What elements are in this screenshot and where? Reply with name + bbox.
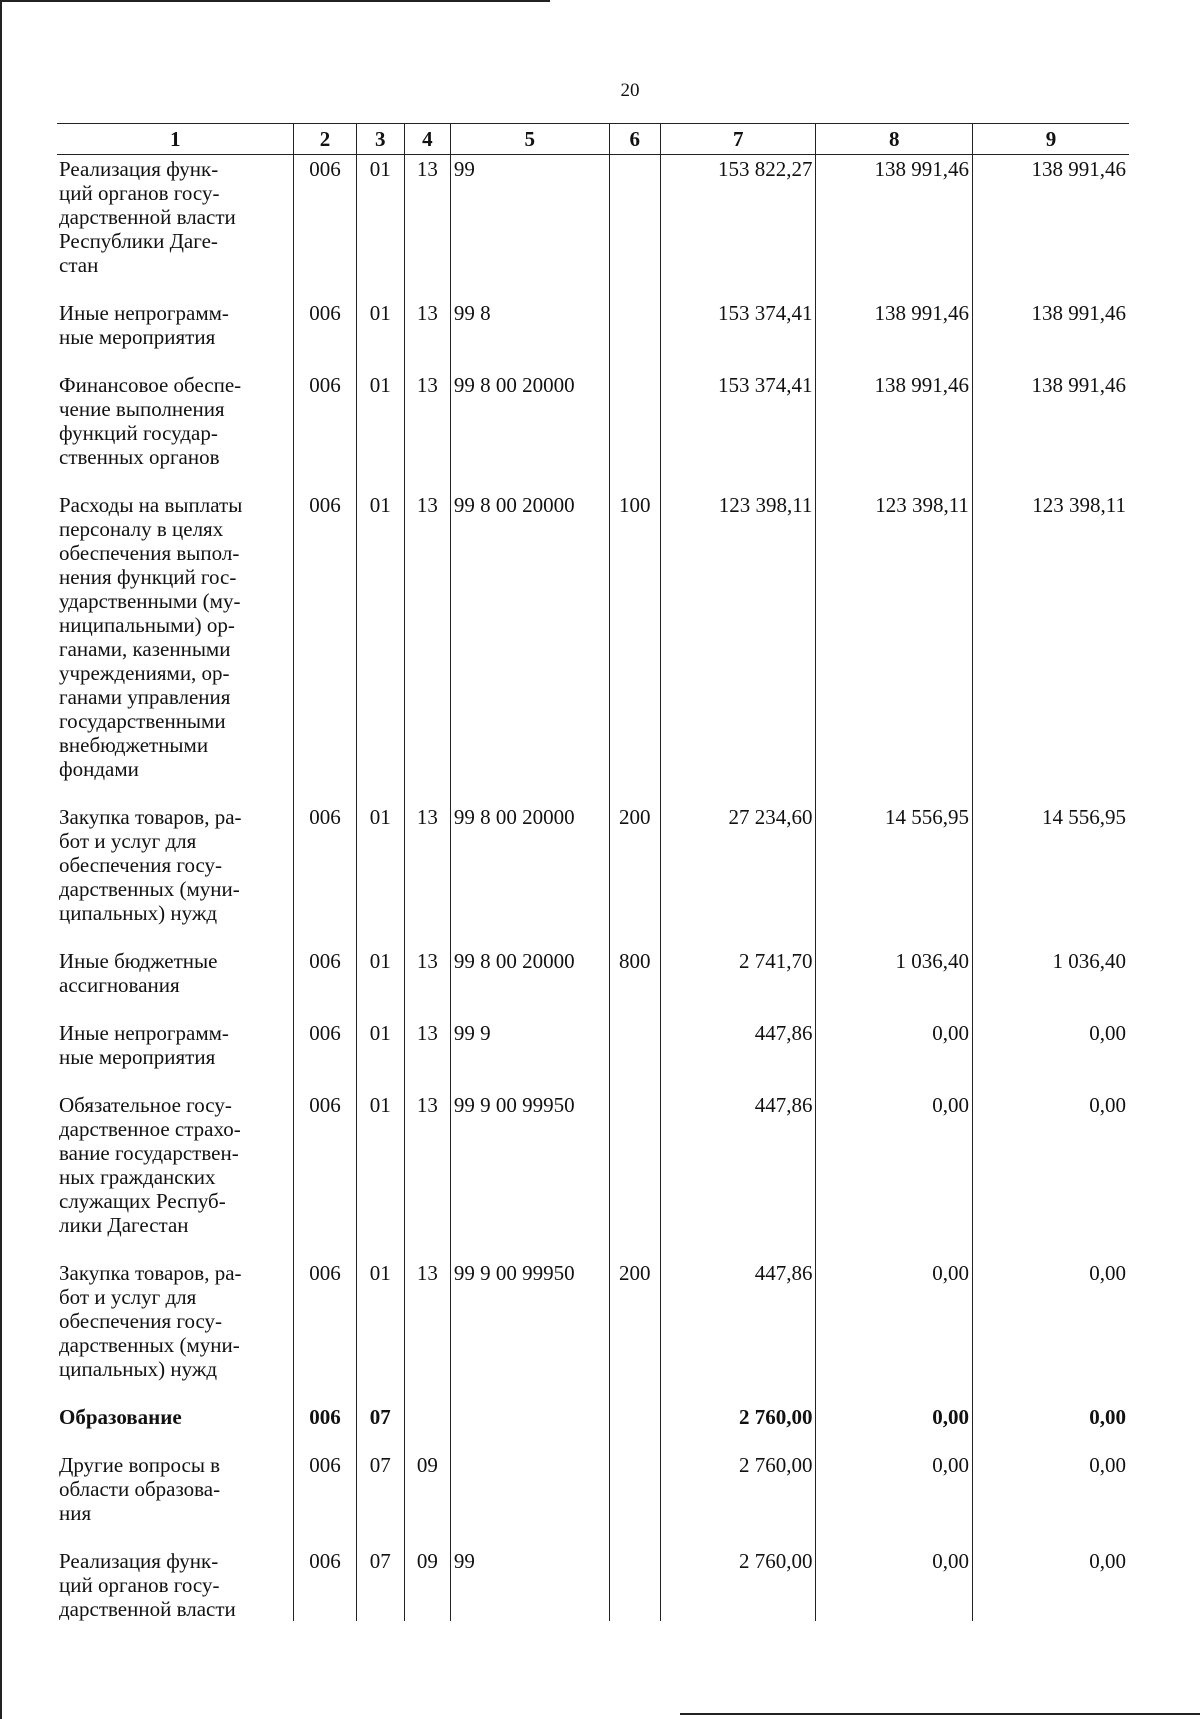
grbs-code: 006 [294, 155, 356, 300]
item-name: Закупка товаров, ра- бот и услуг для обеспечения госу- дарственных (муни- ципальных) нужд [57, 1259, 294, 1403]
amount-col-8: 0,00 [816, 1091, 973, 1259]
item-name: Финансовое обеспе- чение выполнения функций государ- ственных органов [57, 371, 294, 491]
table-row [57, 155, 1129, 300]
target-article-code: 99 8 00 20000 [450, 491, 609, 803]
table-row [57, 1451, 1129, 1547]
amount-col-7: 447,86 [661, 1091, 816, 1259]
expense-type-code [609, 1019, 660, 1091]
item-name: Иные бюджетные ассигнования [57, 947, 294, 1019]
top-edge-rule [0, 0, 550, 2]
subsection-code: 13 [404, 803, 450, 947]
subsection-code: 13 [404, 299, 450, 371]
amount-col-7: 153 374,41 [661, 371, 816, 491]
amount-col-9: 0,00 [972, 1451, 1129, 1547]
amount-col-8: 138 991,46 [816, 155, 973, 300]
budget-table [57, 123, 1129, 1621]
amount-col-7: 447,86 [661, 1259, 816, 1403]
header-col-9: 9 [972, 124, 1129, 155]
amount-col-8: 14 556,95 [816, 803, 973, 947]
grbs-code: 006 [294, 1259, 356, 1403]
expense-type-code: 800 [609, 947, 660, 1019]
header-col-4: 4 [404, 124, 450, 155]
table-row [57, 371, 1129, 491]
table-row [57, 299, 1129, 371]
target-article-code: 99 8 00 20000 [450, 371, 609, 491]
item-name: Иные непрограмм- ные мероприятия [57, 299, 294, 371]
header-col-2: 2 [294, 124, 356, 155]
amount-col-8: 138 991,46 [816, 299, 973, 371]
amount-col-7: 153 822,27 [661, 155, 816, 300]
amount-col-8: 0,00 [816, 1547, 973, 1621]
section-code: 01 [356, 1019, 404, 1091]
amount-col-7: 153 374,41 [661, 299, 816, 371]
expense-type-code [609, 1451, 660, 1547]
subsection-code: 13 [404, 1091, 450, 1259]
section-code: 01 [356, 947, 404, 1019]
grbs-code: 006 [294, 1451, 356, 1547]
expense-type-code: 200 [609, 1259, 660, 1403]
page-number: 20 [620, 80, 640, 101]
target-article-code [450, 1451, 609, 1547]
amount-col-9: 0,00 [972, 1091, 1129, 1259]
subsection-code: 13 [404, 1019, 450, 1091]
section-code: 01 [356, 1259, 404, 1403]
table-row [57, 491, 1129, 803]
amount-col-9: 0,00 [972, 1019, 1129, 1091]
target-article-code: 99 [450, 155, 609, 300]
grbs-code: 006 [294, 1019, 356, 1091]
section-code: 07 [356, 1547, 404, 1621]
item-name: Другие вопросы в области образова- ния [57, 1451, 294, 1547]
amount-col-9: 14 556,95 [972, 803, 1129, 947]
left-edge-rule [0, 0, 2, 1719]
section-code: 07 [356, 1451, 404, 1547]
amount-col-7: 2 741,70 [661, 947, 816, 1019]
table-row [57, 1019, 1129, 1091]
amount-col-9: 138 991,46 [972, 299, 1129, 371]
amount-col-7: 447,86 [661, 1019, 816, 1091]
table-row [57, 1259, 1129, 1403]
amount-col-7: 2 760,00 [661, 1547, 816, 1621]
item-name: Обязательное госу- дарственное страхо- вание государствен- ных гражданских служащих Респуб- лики Дагестан [57, 1091, 294, 1259]
amount-col-9: 0,00 [972, 1403, 1129, 1451]
target-article-code: 99 8 [450, 299, 609, 371]
amount-col-9: 123 398,11 [972, 491, 1129, 803]
header-col-6: 6 [609, 124, 660, 155]
target-article-code: 99 9 00 99950 [450, 1259, 609, 1403]
table-row [57, 947, 1129, 1019]
subsection-code: 13 [404, 1259, 450, 1403]
table-row [57, 803, 1129, 947]
amount-col-9: 0,00 [972, 1547, 1129, 1621]
grbs-code: 006 [294, 1403, 356, 1451]
expense-type-code [609, 155, 660, 300]
item-name: Расходы на выплаты персоналу в целях обеспечения выпол- нения функций гос- ударственными (му- ниципальными) ор- ганами, казенными учреждениями, ор- ганами управления государственными внебюджетными фондами [57, 491, 294, 803]
amount-col-8: 0,00 [816, 1019, 973, 1091]
amount-col-9: 0,00 [972, 1259, 1129, 1403]
subsection-code: 09 [404, 1547, 450, 1621]
table-header [57, 124, 1129, 155]
amount-col-9: 138 991,46 [972, 155, 1129, 300]
section-code: 01 [356, 1091, 404, 1259]
subsection-code [404, 1403, 450, 1451]
grbs-code: 006 [294, 491, 356, 803]
header-col-8: 8 [816, 124, 973, 155]
grbs-code: 006 [294, 1547, 356, 1621]
amount-col-9: 1 036,40 [972, 947, 1129, 1019]
grbs-code: 006 [294, 299, 356, 371]
table-body [57, 155, 1129, 1622]
amount-col-7: 123 398,11 [661, 491, 816, 803]
target-article-code: 99 9 00 99950 [450, 1091, 609, 1259]
table-row [57, 1091, 1129, 1259]
amount-col-8: 0,00 [816, 1403, 973, 1451]
bottom-edge-rule [680, 1713, 1200, 1715]
expense-type-code [609, 299, 660, 371]
amount-col-8: 0,00 [816, 1451, 973, 1547]
subsection-code: 13 [404, 371, 450, 491]
expense-type-code [609, 371, 660, 491]
item-name: Иные непрограмм- ные мероприятия [57, 1019, 294, 1091]
grbs-code: 006 [294, 371, 356, 491]
section-code: 01 [356, 803, 404, 947]
amount-col-8: 138 991,46 [816, 371, 973, 491]
expense-type-code: 200 [609, 803, 660, 947]
target-article-code: 99 8 00 20000 [450, 947, 609, 1019]
target-article-code [450, 1403, 609, 1451]
target-article-code: 99 8 00 20000 [450, 803, 609, 947]
grbs-code: 006 [294, 1091, 356, 1259]
header-col-1: 1 [57, 124, 294, 155]
subsection-code: 13 [404, 947, 450, 1019]
table-row [57, 1403, 1129, 1451]
amount-col-8: 1 036,40 [816, 947, 973, 1019]
grbs-code: 006 [294, 947, 356, 1019]
amount-col-8: 0,00 [816, 1259, 973, 1403]
section-code: 01 [356, 155, 404, 300]
table-row [57, 1547, 1129, 1621]
expense-type-code [609, 1547, 660, 1621]
item-name: Реализация функ- ций органов госу- дарственной власти [57, 1547, 294, 1621]
header-col-3: 3 [356, 124, 404, 155]
expense-type-code: 100 [609, 491, 660, 803]
section-code: 01 [356, 491, 404, 803]
amount-col-7: 2 760,00 [661, 1403, 816, 1451]
header-row [57, 124, 1129, 155]
item-name: Образование [57, 1403, 294, 1451]
header-col-5: 5 [450, 124, 609, 155]
amount-col-8: 123 398,11 [816, 491, 973, 803]
grbs-code: 006 [294, 803, 356, 947]
item-name: Реализация функ- ций органов госу- дарственной власти Республики Даге- стан [57, 155, 294, 300]
header-col-7: 7 [661, 124, 816, 155]
amount-col-9: 138 991,46 [972, 371, 1129, 491]
section-code: 07 [356, 1403, 404, 1451]
subsection-code: 09 [404, 1451, 450, 1547]
section-code: 01 [356, 299, 404, 371]
item-name: Закупка товаров, ра- бот и услуг для обеспечения госу- дарственных (муни- ципальных) нужд [57, 803, 294, 947]
section-code: 01 [356, 371, 404, 491]
expense-type-code [609, 1403, 660, 1451]
subsection-code: 13 [404, 491, 450, 803]
expense-type-code [609, 1091, 660, 1259]
amount-col-7: 2 760,00 [661, 1451, 816, 1547]
target-article-code: 99 [450, 1547, 609, 1621]
subsection-code: 13 [404, 155, 450, 300]
amount-col-7: 27 234,60 [661, 803, 816, 947]
target-article-code: 99 9 [450, 1019, 609, 1091]
